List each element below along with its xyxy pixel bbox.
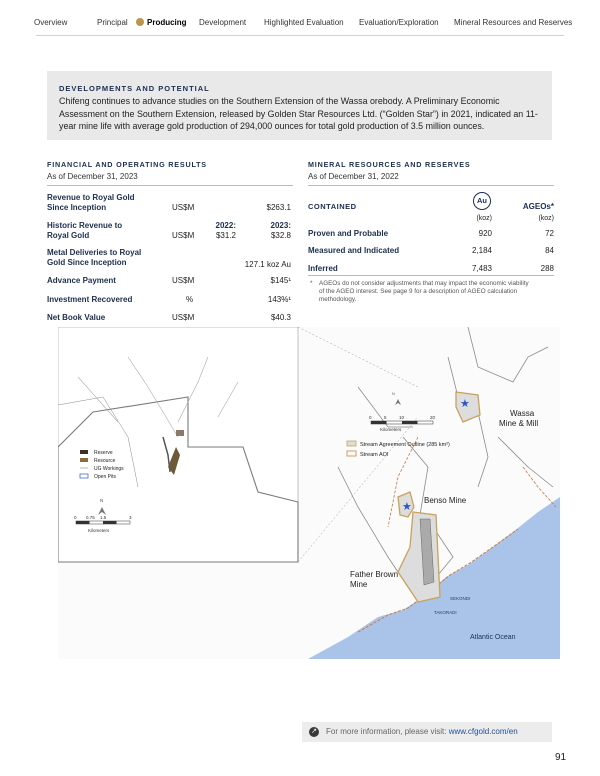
developments-text: Chifeng continues to advance studies on the Southern Extension of the Wassa orebody. A Preliminary Economic Assessment on the Southern Extension, released by Golden Star Resources Ltd. (“Golden Star”) in 2021, indicated an 11-year mine life with average gold production of 294,000 ounces for total gold production of 3.5 million ounces.	[59, 96, 538, 131]
row-revenue-value: $263.1	[266, 203, 291, 212]
footnote-marker: *	[310, 280, 313, 287]
wassa-star-icon: ★	[460, 397, 470, 410]
row-revenue-unit: US$M	[172, 203, 195, 212]
mineral-title: MINERAL RESOURCES AND RESERVES	[308, 160, 471, 169]
row-investment-label: Investment Recovered	[47, 295, 133, 304]
au-unit: (koz)	[476, 215, 492, 222]
measured-ageos: 84	[545, 246, 554, 255]
measured-label: Measured and Indicated	[308, 246, 400, 255]
legend-open-pits: Open Pits	[94, 474, 116, 480]
atlantic-ocean-label: Atlantic Ocean	[470, 634, 516, 641]
legend-stream-aoi: Stream AOI	[360, 452, 389, 458]
legend-ug-workings: UG Workings	[94, 466, 124, 472]
mineral-rule	[308, 185, 554, 186]
scale-left-1: 0.75	[86, 515, 95, 520]
legend-reserve: Reserve	[94, 450, 113, 456]
ageos-header: AGEOs*	[522, 202, 554, 211]
scale-left-0: 0	[74, 515, 77, 520]
mineral-bottom-rule	[308, 275, 554, 276]
website-link[interactable]: www.cfgold.com/en	[448, 727, 518, 736]
measured-au: 2,184	[471, 246, 492, 255]
row-historic-unit: US$M	[172, 231, 195, 240]
row-revenue-label: Revenue to Royal Gold Since Inception	[47, 193, 135, 212]
gold-symbol-icon: Au	[473, 192, 491, 210]
scale-left-3: 3	[129, 515, 132, 520]
row-investment-unit: %	[186, 295, 194, 304]
row-investment-value: 143%¹	[267, 295, 291, 304]
row-netbook-unit: US$M	[172, 313, 195, 322]
inferred-ageos: 288	[540, 264, 554, 273]
proven-ageos: 72	[545, 229, 554, 238]
page-number: 91	[555, 752, 567, 763]
scale-left-2: 1.5	[100, 515, 107, 520]
more-info-text: For more information, please visit: www.cfgold.com/en	[326, 727, 518, 736]
nav-mineral-resources[interactable]: Mineral Resources and Reserves	[454, 18, 573, 27]
scale-right-1: 5	[384, 415, 387, 420]
top-nav	[0, 8, 600, 30]
nav-divider	[36, 35, 564, 36]
ageos-unit: (koz)	[538, 215, 554, 222]
north-label-left: N	[100, 498, 104, 503]
financial-subtitle: As of December 31, 2023	[47, 172, 138, 181]
mineral-subtitle: As of December 31, 2022	[308, 172, 399, 181]
left-inset-map	[58, 327, 298, 562]
nav-highlighted-evaluation[interactable]: Highlighted Evaluation	[264, 18, 344, 27]
more-info-bar	[302, 722, 552, 742]
legend-stream-outline: Stream Agreement Outline (285 km²)	[360, 442, 450, 448]
legend-resource: Resource	[94, 458, 116, 464]
nav-principal[interactable]: Principal	[97, 18, 128, 27]
financial-title: FINANCIAL AND OPERATING RESULTS	[47, 160, 207, 169]
scale-right-unit: Kilometers	[380, 427, 402, 432]
nav-overview[interactable]: Overview	[34, 18, 68, 27]
row-historic-2022-value: $31.2	[215, 231, 236, 240]
row-historic-2022-head: 2022:	[215, 221, 236, 230]
row-advance-value: $145¹	[270, 276, 291, 285]
financial-rule	[47, 185, 293, 186]
ageo-footnote: AGEOs do not consider adjustments that may impact the economic viability of the AGEO interest. See page 9 for a description of AGEO calculation methodology.	[319, 280, 529, 303]
sekondi-label: SEKONDI	[450, 596, 471, 601]
scale-left-unit: Kilometers	[88, 528, 110, 533]
wassa-label-line2: Mine & Mill	[499, 419, 539, 428]
link-icon: ↗	[309, 727, 319, 737]
takoradi-label: TAKORADI	[434, 610, 457, 615]
wassa-label: Wassa	[510, 409, 535, 418]
father-brown-label: Father Brown	[350, 570, 399, 579]
row-deliveries-label: Metal Deliveries to Royal Gold Since Inception	[47, 248, 142, 267]
benso-star-icon: ★	[402, 500, 412, 513]
developments-box	[47, 71, 552, 140]
proven-label: Proven and Probable	[308, 229, 389, 238]
developments-title: DEVELOPMENTS AND POTENTIAL	[59, 84, 210, 93]
row-historic-label: Historic Revenue to Royal Gold	[47, 221, 123, 240]
scale-right-3: 20	[430, 415, 436, 420]
row-historic-2023-head: 2023:	[270, 221, 291, 230]
row-netbook-value: $40.3	[270, 313, 291, 322]
nav-producing[interactable]: Producing	[147, 18, 187, 27]
nav-development[interactable]: Development	[199, 18, 247, 27]
inferred-au: 7,483	[471, 264, 492, 273]
scale-right-2: 10	[399, 415, 405, 420]
contained-header: CONTAINED	[308, 202, 357, 211]
nav-evaluation-exploration[interactable]: Evaluation/Exploration	[359, 18, 439, 27]
row-historic-2023-value: $32.8	[270, 231, 291, 240]
father-brown-label-line2: Mine	[350, 580, 368, 589]
row-advance-unit: US$M	[172, 276, 195, 285]
wassa-location-map	[58, 327, 560, 659]
benso-label: Benso Mine	[424, 496, 467, 505]
scale-right-0: 0	[369, 415, 372, 420]
row-advance-label: Advance Payment	[47, 276, 116, 285]
row-netbook-label: Net Book Value	[47, 313, 106, 322]
proven-au: 920	[478, 229, 492, 238]
row-deliveries-value: 127.1 koz Au	[244, 260, 291, 269]
active-dot-icon	[136, 18, 144, 26]
inferred-label: Inferred	[308, 264, 338, 273]
north-label-right: N	[392, 392, 395, 396]
